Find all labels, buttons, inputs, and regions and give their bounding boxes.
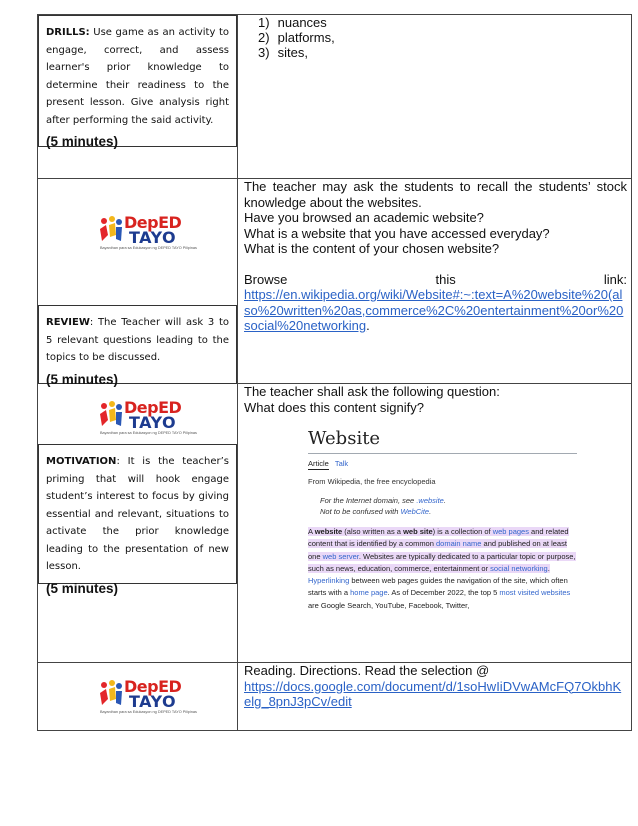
drills-text: Use game as an activity to engage, correct, and assess learner's prior knowledge to determine their readiness to the present lesson. Give analysis right after performing the said activity. [46, 27, 229, 126]
motivation-left-cell [38, 384, 238, 663]
motivation-text: : It is the teacher’s priming that will hook engage student’s interest to focus by giving essential and relevant, situations to activate the prior knowledge leading to the presentation of new lesson. [46, 456, 229, 572]
google-doc-link[interactable]: https://docs.google.com/document/d/1soHwIiDVwAMcFQ7OkbhKelg_8pnJ3pCv/edit [244, 678, 622, 709]
logo-word-tayo: TAYO [129, 413, 177, 432]
drills-right-cell [238, 15, 632, 179]
reading-row [38, 663, 632, 731]
logo-tagline: Bayanihan para sa Edukasyon ng DEPED TAYO Pilipinas [100, 710, 197, 714]
wiki-title: Website [308, 428, 381, 449]
review-label: REVIEW [46, 317, 90, 328]
review-right-cell: The teacher may ask the students to recall the students’ stock knowledge about the websites. Have you browsed an academic website? What is a website that you have accessed everyday? What is the content of your chosen website? Browse this link: https://en.wikipedia.org/wiki/Website#:~:text=A%20website%20(also%20written%20as,commerce%2C%20entertainment%20or%20social%20networking. [238, 179, 632, 384]
drills-label: DRILLS: [46, 27, 90, 38]
motivation-label: MOTIVATION [46, 456, 117, 467]
motivation-box [38, 444, 237, 596]
logo-word-tayo: TAYO [129, 228, 177, 247]
motivation-question: What does this content signify? [244, 399, 424, 415]
wikipedia-link[interactable]: https://en.wikipedia.org/wiki/Website#:~:text=A%20website%20(also%20written%20as,commerce%2C%20entertainment%20or%20social%20networking [244, 287, 624, 333]
wikipedia-screenshot [300, 428, 585, 653]
wiki-paragraph: A website (also written as a web site) is a collection of web pages and related content that is identified by a common domain name and published on at least one web server. Websites are typically dedicated to a particular topic or purpose, such as news, education, commerce, entertainment or social networking. Hyperlinking between web pages guides the navigation of the site, which often starts with a home page. As of December 2022, the top 5 most visited websites are Google Search, YouTube, Facebook, Twitter, [308, 527, 576, 610]
wiki-from: From Wikipedia, the free encyclopedia [308, 477, 436, 486]
drills-minutes: (5 minutes) [46, 134, 119, 149]
review-box [38, 305, 237, 387]
logo-word-deped: DepED [124, 677, 182, 696]
motivation-minutes: (5 minutes) [46, 580, 119, 596]
review-text: : The Teacher will ask 3 to 5 relevant questions leading to the topics to be discussed. [46, 317, 229, 363]
review-row [38, 179, 632, 384]
browse-line: Browse this link: [244, 271, 627, 287]
reading-left-cell [38, 663, 238, 731]
tab-article[interactable]: Article [308, 459, 329, 468]
review-minutes: (5 minutes) [46, 371, 119, 387]
list-item: 3) sites, [258, 45, 308, 60]
list-item: 1) nuances [258, 15, 327, 30]
deped-tayo-logo [98, 213, 197, 255]
reading-directions: Reading. Directions. Read the selection @ [244, 663, 490, 678]
drills-left-cell [38, 15, 238, 179]
logo-word-deped: DepED [124, 398, 182, 417]
drills-list [238, 15, 631, 60]
logo-word-deped: DepED [124, 213, 182, 232]
review-line: The teacher may ask the students to recall the students’ stock knowledge about the websites. [244, 179, 627, 210]
logo-tagline: Bayanihan para sa Edukasyon ng DEPED TAYO Pilipinas [100, 431, 197, 435]
logo-figures-icon [98, 400, 124, 432]
review-line: What is the content of your chosen website? [244, 241, 500, 256]
logo-figures-icon [98, 215, 124, 247]
review-line: What is a website that you have accessed everyday? [244, 225, 550, 241]
deped-tayo-logo [98, 398, 197, 440]
tab-talk[interactable]: Talk [334, 459, 349, 468]
motivation-question: The teacher shall ask the following question: [244, 384, 500, 399]
deped-tayo-logo [98, 677, 197, 719]
reading-right-cell [238, 663, 632, 731]
review-line: Have you browsed an academic website? [244, 210, 484, 225]
review-left-cell [38, 179, 238, 387]
logo-word-tayo: TAYO [129, 692, 177, 711]
wiki-divider [308, 453, 577, 454]
wiki-hatnote: For the Internet domain, see .website. [320, 496, 446, 505]
drills-row [38, 15, 632, 179]
wiki-hatnote: Not to be confused with WebCite. [320, 507, 432, 516]
drills-box [38, 15, 237, 147]
logo-tagline: Bayanihan para sa Edukasyon ng DEPED TAYO Pilipinas [100, 246, 197, 250]
logo-figures-icon [98, 679, 124, 711]
list-item: 2) platforms, [258, 30, 335, 45]
